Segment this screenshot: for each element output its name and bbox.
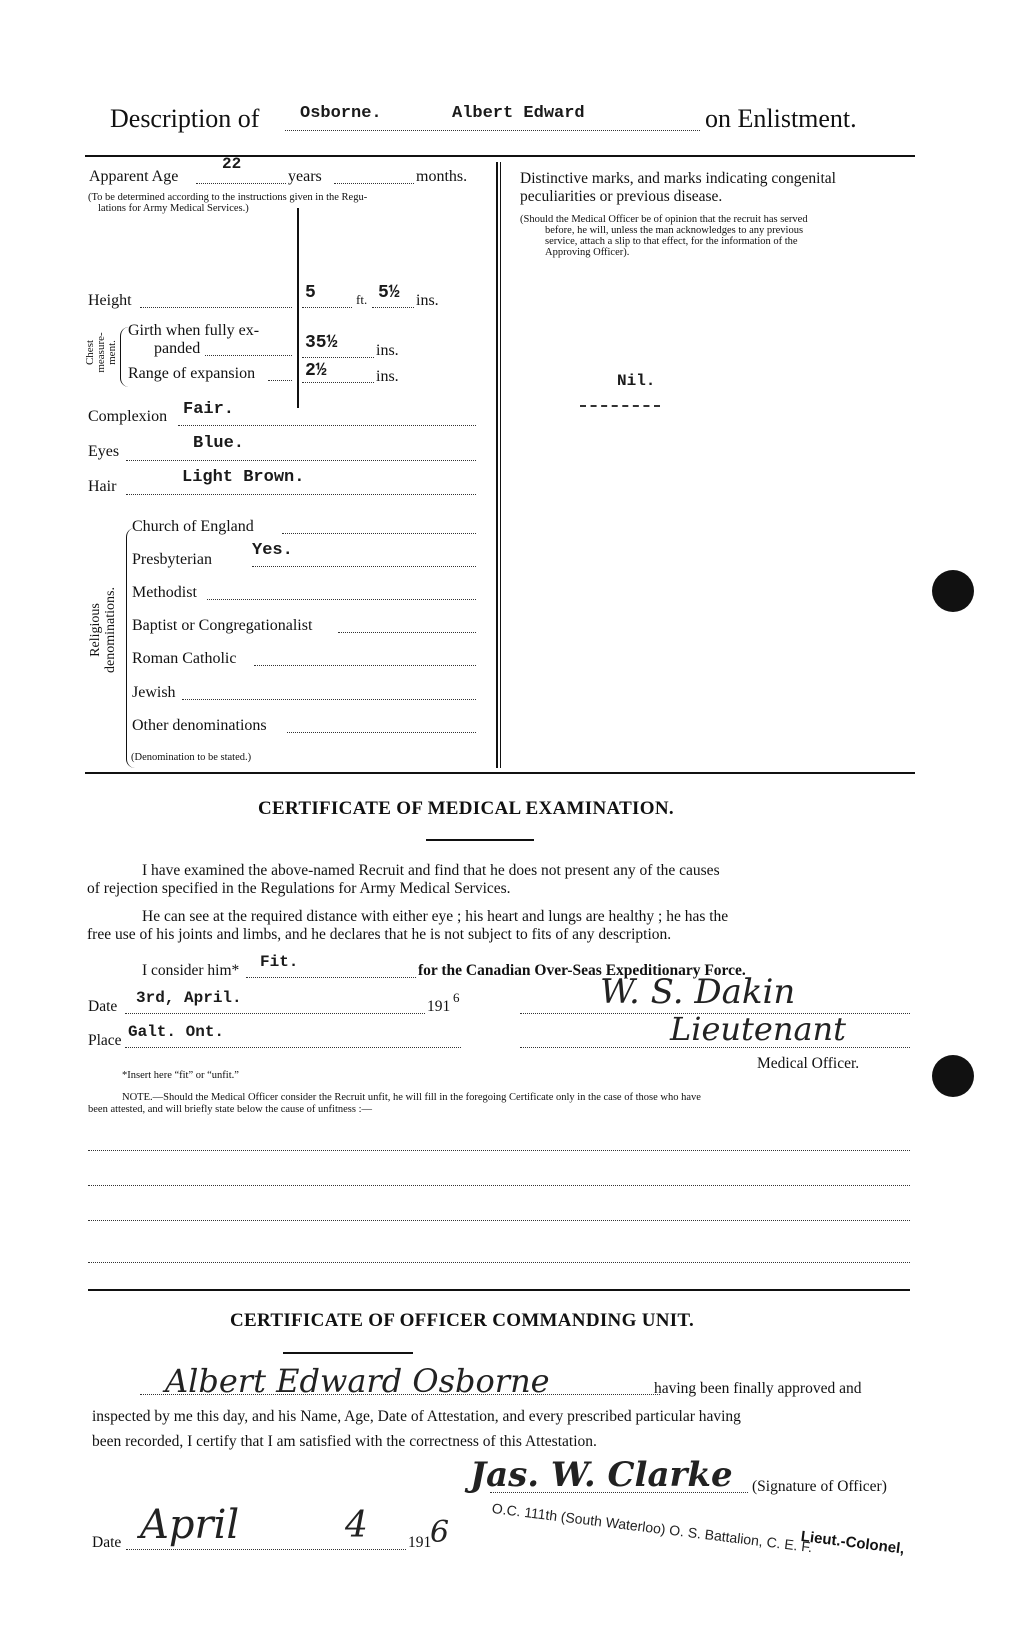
chest-label-3: ment. <box>106 340 118 365</box>
height-label: Height <box>88 292 132 309</box>
complexion-label: Complexion <box>88 408 168 425</box>
marks-heading-line2: peculiarities or previous disease. <box>520 188 723 205</box>
religion-label-2: denominations. <box>103 587 118 673</box>
height-ft-line <box>302 307 352 308</box>
fit-footnote: *Insert here “fit” or “unfit.” <box>122 1070 239 1081</box>
religion-label: Church of England <box>132 518 254 535</box>
commanding-year-prefix: 191 <box>408 1534 432 1551</box>
commanding-day-value: 4 <box>345 1505 368 1546</box>
religion-value-line <box>207 599 476 600</box>
unfitness-line-4[interactable] <box>88 1262 910 1263</box>
unfit-note-line2: been attested, and will briefly state below the cause of unfitness :— <box>88 1104 372 1115</box>
force-text: for the Canadian Over-Seas Expeditionary Force. <box>418 962 746 979</box>
religion-value-line <box>287 732 476 733</box>
header-prefix: Description of <box>110 104 260 133</box>
range-label-line <box>268 380 292 381</box>
column-divider-left <box>496 162 498 768</box>
hair-label: Hair <box>88 478 117 495</box>
commanding-year-suffix: 6 <box>430 1515 450 1550</box>
girth-value-line <box>302 357 374 358</box>
header-suffix: on Enlistment. <box>705 104 857 133</box>
medical-officer-rank: Lieutenant <box>670 1010 846 1048</box>
range-value-line <box>302 382 374 383</box>
eyes-label: Eyes <box>88 443 120 460</box>
punch-hole-top <box>932 570 974 612</box>
rank-stamp: Lieut.-Colonel, <box>799 1528 906 1558</box>
medical-heading-rule <box>426 839 534 841</box>
marks-note-line1: (Should the Medical Officer be of opinion that the recruit has served <box>520 214 808 225</box>
fitness-line <box>246 977 416 978</box>
marks-underline <box>580 405 660 407</box>
unfitness-line-1[interactable] <box>88 1150 910 1151</box>
other-denomination-note: (Denomination to be stated.) <box>131 752 252 763</box>
recruit-name-line <box>140 1394 660 1395</box>
religion-value-line <box>282 533 476 534</box>
chest-label-2: measure- <box>95 332 107 373</box>
girth-value: 35½ <box>305 333 338 353</box>
eyes-value: Blue. <box>193 434 245 453</box>
medical-date-label: Date <box>88 998 118 1015</box>
consider-label: I consider him* <box>142 962 240 979</box>
hair-value: Light Brown. <box>182 468 305 487</box>
place-line <box>125 1047 461 1048</box>
marks-note-line3: service, attach a slip to that effect, for the information of the <box>545 236 798 247</box>
complexion-line <box>178 425 476 426</box>
medical-date-line <box>125 1013 425 1014</box>
apparent-age-years: 22 <box>222 155 242 173</box>
marks-value: Nil. <box>617 372 656 390</box>
religion-label: Jewish <box>132 684 176 701</box>
recruit-name-handwritten: Albert Edward Osborne <box>165 1362 550 1400</box>
religion-group-label <box>88 555 118 705</box>
girth-label-line <box>205 355 292 356</box>
religion-label: Roman Catholic <box>132 650 237 667</box>
religion-value-line <box>338 632 476 633</box>
medical-para1-line2: of rejection specified in the Regulations for Army Medical Services. <box>87 880 511 897</box>
girth-label-2: panded <box>154 340 201 357</box>
complexion-value: Fair. <box>183 400 235 419</box>
medical-officer-label: Medical Officer. <box>757 1055 860 1072</box>
medical-officer-signature: W. S. Dakin <box>600 972 796 1012</box>
religion-label-1: Religious <box>88 603 103 657</box>
hair-line <box>126 494 476 495</box>
ins-label-girth: ins. <box>376 342 399 359</box>
officer-signature: Jas. W. Clarke <box>470 1455 733 1495</box>
religion-value-line <box>252 566 476 567</box>
age-note-line2: lations for Army Medical Services.) <box>98 203 249 214</box>
age-months-line <box>334 183 414 184</box>
religion-label: Baptist or Congregationalist <box>132 617 313 634</box>
header-rule <box>85 155 915 157</box>
medical-para1-line1: I have examined the above-named Recruit and find that he does not present any of the causes <box>142 862 720 879</box>
commanding-text-line3: been recorded, I certify that I am satisfied with the correctness of this Attestation. <box>92 1433 597 1450</box>
age-note-line1: (To be determined according to the instructions given in the Regu- <box>88 192 368 203</box>
range-value: 2½ <box>305 361 327 381</box>
marks-note-line2: before, he will, unless the man acknowledges to any previous <box>545 225 804 236</box>
height-in-line <box>372 307 414 308</box>
commanding-date-label: Date <box>92 1534 122 1551</box>
section-rule-2 <box>88 1289 910 1291</box>
religion-label: Presbyterian <box>132 551 212 568</box>
height-ft-value: 5 <box>305 283 316 303</box>
signature-of-officer-label: (Signature of Officer) <box>752 1478 887 1495</box>
medical-year-prefix: 191 <box>427 998 451 1015</box>
religion-value-line <box>254 665 476 666</box>
commanding-date-line <box>126 1549 406 1550</box>
place-value: Galt. Ont. <box>128 1023 225 1041</box>
unfitness-line-2[interactable] <box>88 1185 910 1186</box>
height-line <box>140 307 292 308</box>
range-label: Range of expansion <box>128 365 256 382</box>
religion-value: Yes. <box>252 541 293 560</box>
battalion-stamp: O.C. 111th (South Waterloo) O. S. Battalion, C. E. F. <box>491 1500 814 1556</box>
fitness-value: Fit. <box>260 953 299 971</box>
commanding-heading-rule <box>283 1352 413 1354</box>
section-rule-1 <box>85 772 915 774</box>
medical-year-suffix: 6 <box>453 990 460 1005</box>
girth-label-1: Girth when fully ex- <box>128 322 260 339</box>
height-in-value: 5½ <box>378 283 400 303</box>
unfitness-line-3[interactable] <box>88 1220 910 1221</box>
religion-value-line <box>182 699 476 700</box>
marks-heading-line1: Distinctive marks, and marks indicating congenital <box>520 170 836 187</box>
age-years-line <box>196 183 286 184</box>
medical-date-value: 3rd, April. <box>136 989 242 1007</box>
ft-label: ft. <box>356 292 368 307</box>
name-line <box>285 130 700 131</box>
punch-hole-bottom <box>932 1055 974 1097</box>
religion-label: Other denominations <box>132 717 267 734</box>
unfit-note-line1: NOTE.—Should the Medical Officer consider the Recruit unfit, he will fill in the foregoing Certificate only in the case of those who have <box>122 1092 701 1103</box>
months-label: months. <box>416 168 468 185</box>
measurement-divider <box>297 208 299 408</box>
marks-note-line4: Approving Officer). <box>545 247 630 258</box>
medical-heading: CERTIFICATE OF MEDICAL EXAMINATION. <box>258 798 674 819</box>
given-names-value: Albert Edward <box>452 104 585 123</box>
commanding-text-line1: having been finally approved and <box>654 1380 862 1397</box>
chest-label-1: Chest <box>84 339 96 366</box>
place-label: Place <box>88 1032 122 1049</box>
commanding-date-value: April <box>140 1502 240 1548</box>
ins-label-height: ins. <box>416 292 439 309</box>
commanding-heading: CERTIFICATE OF OFFICER COMMANDING UNIT. <box>230 1310 695 1331</box>
column-divider-right <box>500 162 501 768</box>
apparent-age-label: Apparent Age <box>89 168 179 185</box>
medical-para2-line2: free use of his joints and limbs, and he declares that he is not subject to fits of any description. <box>87 926 672 943</box>
surname-value: Osborne. <box>300 104 382 123</box>
chest-group-label <box>85 325 118 380</box>
medical-para2-line1: He can see at the required distance with either eye ; his heart and lungs are healthy ; he has the <box>142 908 729 925</box>
years-label: years <box>288 168 322 185</box>
ins-label-range: ins. <box>376 368 399 385</box>
religion-label: Methodist <box>132 584 197 601</box>
commanding-text-line2: inspected by me this day, and his Name, Age, Date of Attestation, and every prescribed particular having <box>92 1408 741 1425</box>
eyes-line <box>126 460 476 461</box>
